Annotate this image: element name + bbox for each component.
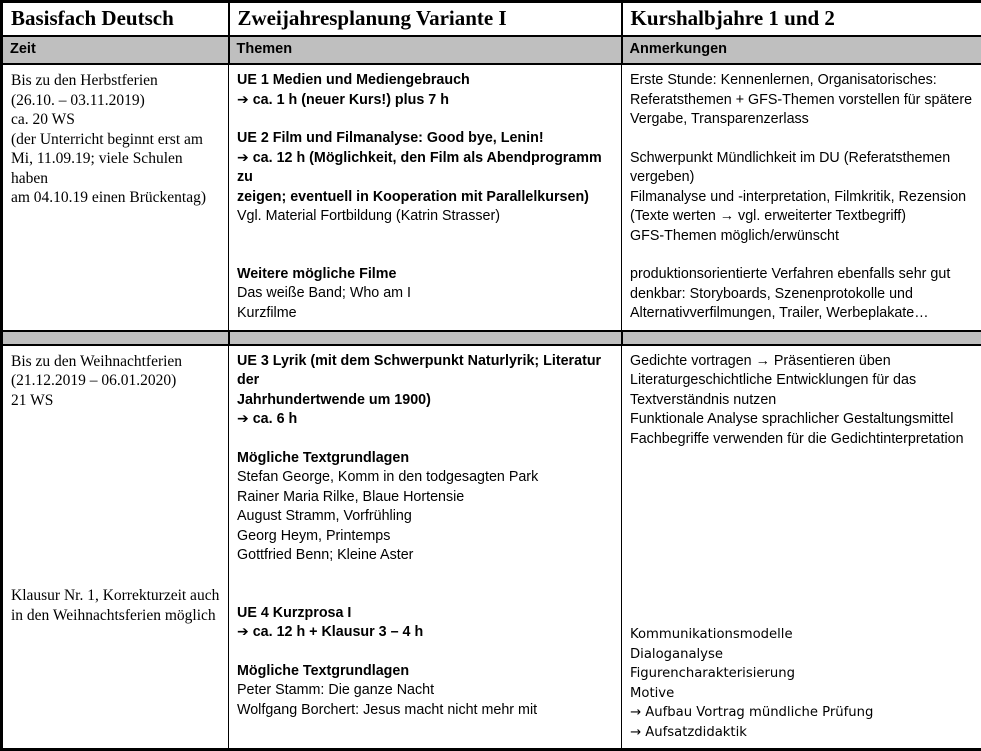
anm-line-9: GFS-Themen möglich/erwünscht: [630, 227, 975, 247]
row2-klausur-line-1: Klausur Nr. 1, Korrekturzeit auch: [11, 586, 222, 606]
row2-anm-top-line-4: Funktionale Analyse sprachlicher Gestaltungsmittel: [630, 410, 975, 430]
textgrundlagen-1-item: Gottfried Benn; Kleine Aster: [237, 546, 615, 566]
column-header-anmerkungen: Anmerkungen: [630, 41, 728, 57]
title-plan-cell: [229, 2, 622, 37]
anm-line-3: Vergabe, Transparenzerlass: [630, 110, 975, 130]
row2-zeit-line-3: 21 WS: [11, 391, 222, 411]
ue4-hours: ca. 12 h + Klausur 3 – 4 h: [253, 624, 423, 640]
textgrundlagen-1-item: Rainer Maria Rilke, Blaue Hortensie: [237, 488, 615, 508]
ue2-hours-line1: [237, 149, 615, 188]
row2-anmerkungen-cell: [622, 345, 981, 750]
row2-anmerkungen-bottom: [630, 625, 975, 742]
ue2-note: Vgl. Material Fortbildung (Katrin Strasser): [237, 207, 615, 227]
textgrundlagen-2-item: Wolfgang Borchert: Jesus macht nicht mehr mit: [237, 701, 615, 721]
textgrundlagen-2-item: Peter Stamm: Die ganze Nacht: [237, 681, 615, 701]
ue1-hours-line: [237, 91, 615, 111]
title-subject: Basisfach Deutsch: [11, 6, 174, 30]
row2-anm-bot-line-4: Motive: [630, 684, 975, 704]
row2-anm-top-line-2: Literaturgeschichtliche Entwicklungen für das: [630, 371, 975, 391]
ue2-hours-l1: ca. 12 h (Möglichkeit, den Film als Abendprogramm zu: [237, 150, 602, 186]
table-row: [2, 64, 981, 331]
ue1-hours: ca. 1 h (neuer Kurs!) plus 7 h: [253, 92, 449, 108]
anm-line-8: (Texte werten → vgl. erweiterter Textbegriff): [630, 207, 975, 227]
row2-zeit-line-1: Bis zu den Weihnachtferien: [11, 352, 222, 372]
ue1-title: UE 1 Medien und Mediengebrauch: [237, 71, 615, 91]
spacer: [237, 643, 615, 662]
column-header-themen: Themen: [237, 41, 293, 57]
title-terms-cell: [622, 2, 981, 37]
row2-anm-top-line-1: Gedichte vortragen → Präsentieren üben: [630, 352, 975, 372]
row1-zeit-cell: [2, 64, 229, 331]
table-row: [2, 345, 981, 750]
row2-anm-bot-line-5: → Aufbau Vortrag mündliche Prüfung: [630, 703, 975, 723]
row1-zeit-line-6: am 04.10.19 einen Brückentag): [11, 188, 222, 208]
column-header-anmerkungen-cell: [622, 36, 981, 64]
column-header-zeit-cell: [2, 36, 229, 64]
row2-zeit-text: [11, 352, 222, 626]
ue3-hours: ca. 6 h: [253, 411, 298, 427]
row1-zeit-line-4: (der Unterricht beginnt erst am: [11, 130, 222, 150]
spacer: [237, 430, 615, 449]
row1-anmerkungen-text: [630, 71, 975, 324]
separator-cell-2: [229, 331, 622, 345]
textgrundlagen-1-item: August Stramm, Vorfrühling: [237, 507, 615, 527]
row2-themen-cell: [229, 345, 622, 750]
ue2-title: UE 2 Film und Filmanalyse: Good bye, Lenin!: [237, 129, 615, 149]
textgrundlagen-1-title: Mögliche Textgrundlagen: [237, 449, 615, 469]
spacer: [630, 130, 975, 149]
row1-zeit-line-5: Mi, 11.09.19; viele Schulen haben: [11, 149, 222, 188]
title-terms: Kurshalbjahre 1 und 2: [631, 6, 835, 30]
row1-themen-text: [237, 71, 615, 323]
row2-anm-bot-line-6: → Aufsatzdidaktik: [630, 723, 975, 743]
arrow-icon: ➔: [237, 150, 249, 166]
weitere-filme-title: Weitere mögliche Filme: [237, 265, 615, 285]
anm-line-2: Referatsthemen + GFS-Themen vorstellen für spätere: [630, 91, 975, 111]
arrow-icon: ➔: [237, 624, 249, 640]
row2-anm-bot-line-1: Kommunikationsmodelle: [630, 625, 975, 645]
spacer: [630, 246, 975, 265]
row2-zeit-line-2: (21.12.2019 – 06.01.2020): [11, 371, 222, 391]
arrow-icon: ➔: [237, 92, 249, 108]
section-separator-row: [2, 331, 981, 345]
weitere-filme-line-1: Das weiße Band; Who am I: [237, 284, 615, 304]
ue3-title-l1: UE 3 Lyrik (mit dem Schwerpunkt Naturlyrik; Literatur der: [237, 352, 615, 391]
row1-anmerkungen-cell: [622, 64, 981, 331]
row2-klausur-line-2: in den Weihnachtsferien möglich: [11, 606, 222, 626]
ue3-hours-line: [237, 410, 615, 430]
column-header-themen-cell: [229, 36, 622, 64]
weitere-filme-line-2: Kurzfilme: [237, 304, 615, 324]
row2-anm-bot-line-3: Figurencharakterisierung: [630, 664, 975, 684]
title-row: [2, 2, 981, 37]
textgrundlagen-1-item: Georg Heym, Printemps: [237, 527, 615, 547]
spacer: [237, 110, 615, 129]
row1-zeit-text: [11, 71, 222, 208]
ue3-title-l2: Jahrhundertwende um 1900): [237, 391, 615, 411]
row1-zeit-line-1: Bis zu den Herbstferien: [11, 71, 222, 91]
row1-zeit-line-3: ca. 20 WS: [11, 110, 222, 130]
textgrundlagen-2-title: Mögliche Textgrundlagen: [237, 662, 615, 682]
spacer: [237, 227, 615, 265]
textgrundlagen-1-item: Stefan George, Komm in den todgesagten Park: [237, 468, 615, 488]
spacer: [630, 449, 975, 625]
anm-line-12: denkbar: Storyboards, Szenenprotokolle und: [630, 285, 975, 305]
row2-anm-top-line-3: Textverständnis nutzen: [630, 391, 975, 411]
row2-anm-bot-line-2: Dialoganalyse: [630, 645, 975, 665]
row2-anm-top-line-5: Fachbegriffe verwenden für die Gedichtinterpretation: [630, 430, 975, 450]
column-header-zeit: Zeit: [10, 41, 36, 57]
anm-line-11: produktionsorientierte Verfahren ebenfalls sehr gut: [630, 265, 975, 285]
anm-line-6: vergeben): [630, 168, 975, 188]
row2-zeit-cell: [2, 345, 229, 750]
separator-cell-3: [622, 331, 981, 345]
title-plan: Zweijahresplanung Variante I: [238, 6, 507, 30]
ue4-title: UE 4 Kurzprosa I: [237, 604, 615, 624]
row2-anmerkungen-top: [630, 352, 975, 450]
row1-zeit-line-2: (26.10. – 03.11.2019): [11, 91, 222, 111]
anm-line-5: Schwerpunkt Mündlichkeit im DU (Referatsthemen: [630, 149, 975, 169]
anm-line-13: Alternativverfilmungen, Trailer, Werbeplakate…: [630, 304, 975, 324]
row2-klausur-block: [11, 586, 222, 625]
ue2-hours-l2: zeigen; eventuell in Kooperation mit Parallelkursen): [237, 188, 615, 208]
row1-themen-cell: [229, 64, 622, 331]
arrow-icon: ➔: [237, 411, 249, 427]
row2-themen-text: [237, 352, 615, 721]
column-header-row: [2, 36, 981, 64]
title-subject-cell: [2, 2, 229, 37]
anm-line-7: Filmanalyse und -interpretation, Filmkritik, Rezension: [630, 188, 975, 208]
spacer: [237, 566, 615, 604]
anm-line-1: Erste Stunde: Kennenlernen, Organisatorisches:: [630, 71, 975, 91]
separator-cell-1: [2, 331, 229, 345]
